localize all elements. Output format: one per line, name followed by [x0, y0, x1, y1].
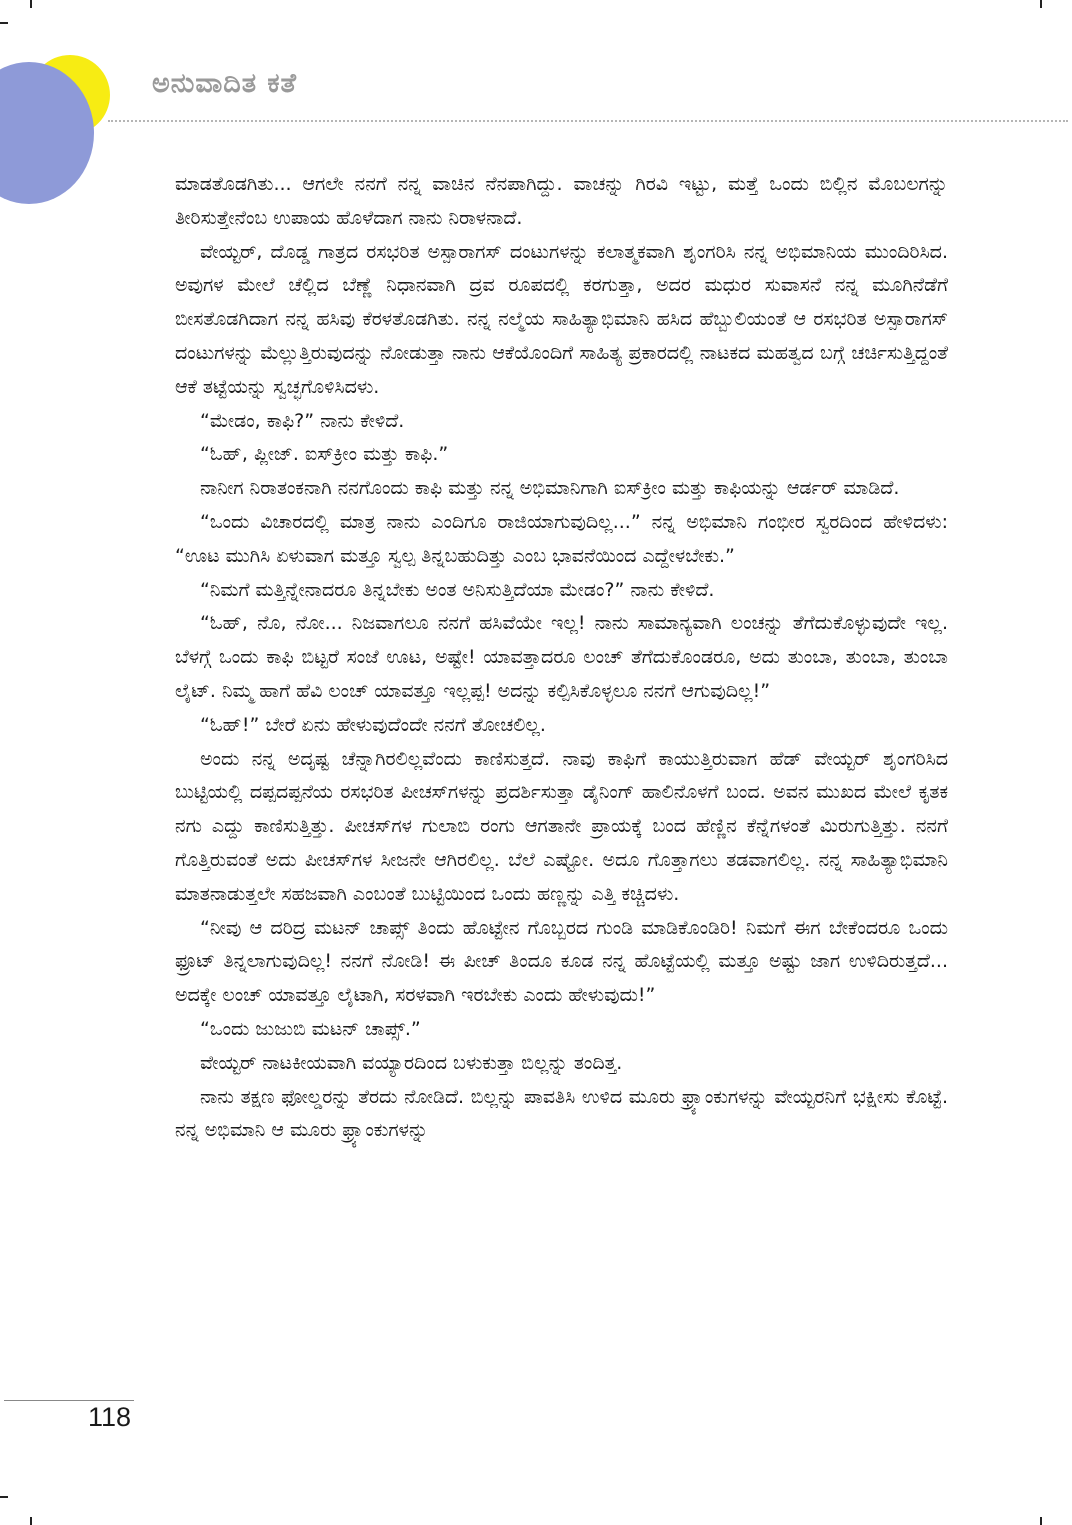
paragraph: ವೇಯ್ಟರ್, ದೊಡ್ಡ ಗಾತ್ರದ ರಸಭರಿತ ಅಸ್ಪಾರಾಗಸ್ ದಂಟುಗಳನ್ನು ಕಲಾತ್ಮಕವಾಗಿ ಶೃಂಗರಿಸಿ ನನ್ನ ಅಭಿಮಾನಿಯ ಮುಂದಿರಿಸಿದ. ಅವುಗಳ ಮೇಲೆ ಚೆಲ್ಲಿದ ಬೆಣ್ಣೆ ನಿಧಾನವಾಗಿ ದ್ರವ ರೂಪದಲ್ಲಿ ಕರಗುತ್ತಾ, ಅದರ ಮಧುರ ಸುವಾಸನೆ ನನ್ನ ಮೂಗಿನೆಡೆಗೆ ಬೀಸತೊಡಗಿದಾಗ ನನ್ನ ಹಸಿವು ಕೆರಳತೊಡಗಿತು. ನನ್ನ ನಲ್ಮೆಯ ಸಾಹಿತ್ಯಾಭಿಮಾನಿ ಹಸಿದ ಹೆಬ್ಬುಲಿಯಂತೆ ಆ ರಸಭರಿತ ಅಸ್ಪಾರಾಗಸ್ ದಂಟುಗಳನ್ನು ಮೆಲ್ಲುತ್ತಿರುವುದನ್ನು ನೋಡುತ್ತಾ ನಾನು ಆಕೆಯೊಂದಿಗೆ ಸಾಹಿತ್ಯ ಪ್ರಕಾರದಲ್ಲಿ ನಾಟಕದ ಮಹತ್ವದ ಬಗ್ಗೆ ಚರ್ಚಿಸುತ್ತಿದ್ದಂತೆ ಆಕೆ ತಟ್ಟೆಯನ್ನು ಸ್ವಚ್ಛಗೊಳಿಸಿದಳು.: [175, 240, 948, 398]
paragraph: ನಾನೀಗ ನಿರಾತಂಕನಾಗಿ ನನಗೊಂದು ಕಾಫಿ ಮತ್ತು ನನ್ನ ಅಭಿಮಾನಿಗಾಗಿ ಐಸ್‌ಕ್ರೀಂ ಮತ್ತು ಕಾಫಿಯನ್ನು ಆರ್ಡರ್ ಮಾಡಿದೆ.: [200, 477, 900, 500]
paragraph: “ನೀವು ಆ ದರಿದ್ರ ಮಟನ್ ಚಾಪ್ಸ್ ತಿಂದು ಹೊಟ್ಟೇನ ಗೊಬ್ಬರದ ಗುಂಡಿ ಮಾಡಿಕೊಂಡಿರಿ! ನಿಮಗೆ ಈಗ ಬೇಕೆಂದರೂ ಒಂದು ಫ್ರೂಟ್ ತಿನ್ನಲಾಗುವುದಿಲ್ಲ! ನನಗೆ ನೋಡಿ! ಈ ಪೀಚ್ ತಿಂದೂ ಕೂಡ ನನ್ನ ಹೊಟ್ಟೆಯಲ್ಲಿ ಮತ್ತೂ ಅಷ್ಟು ಜಾಗ ಉಳಿದಿರುತ್ತದೆ... ಅದಕ್ಕೇ ಲಂಚ್ ಯಾವತ್ತೂ ಲೈಟಾಗಿ, ಸರಳವಾಗಿ ಇರಬೇಕು ಎಂದು ಹೇಳುವುದು!”: [175, 916, 948, 1007]
header-dotted-rule: [108, 120, 1068, 122]
paragraph: “ಓಹ್, ನೊ, ನೋ... ನಿಜವಾಗಲೂ ನನಗೆ ಹಸಿವೆಯೇ ಇಲ್ಲ! ನಾನು ಸಾಮಾನ್ಯವಾಗಿ ಲಂಚನ್ನು ತೆಗೆದುಕೊಳ್ಳುವುದೇ ಇಲ್ಲ. ಬೆಳಗ್ಗೆ ಒಂದು ಕಾಫಿ ಬಿಟ್ಟರೆ ಸಂಜೆ ಊಟ, ಅಷ್ಟೇ! ಯಾವತ್ತಾದರೂ ಲಂಚ್ ತೆಗೆದುಕೊಂಡರೂ, ಅದು ತುಂಬಾ, ತುಂಬಾ, ತುಂಬಾ ಲೈಟ್. ನಿಮ್ಮ ಹಾಗೆ ಹೆವಿ ಲಂಚ್ ಯಾವತ್ತೂ ಇಲ್ಲಪ್ಪ! ಅದನ್ನು ಕಲ್ಪಿಸಿಕೊಳ್ಳಲೂ ನನಗೆ ಆಗುವುದಿಲ್ಲ!”: [175, 612, 948, 702]
crop-mark-left-top: [0, 22, 8, 24]
paragraph: “ಓಹ್!” ಬೇರೆ ಏನು ಹೇಳುವುದೆಂದೇ ನನಗೆ ತೋಚಲಿಲ್ಲ.: [200, 713, 546, 736]
paragraph: ನಾನು ತಕ್ಷಣ ಫೋಲ್ಡರನ್ನು ತೆರದು ನೋಡಿದೆ. ಬಿಲ್ಲನ್ನು ಪಾವತಿಸಿ ಉಳಿದ ಮೂರು ಫ್ರ್ಯಾಂಕುಗಳನ್ನು ವೇಯ್ಟರನಿಗೆ ಭಕ್ಷೀಸು ಕೊಟ್ಟೆ. ನನ್ನ ಅಭಿಮಾನಿ ಆ ಮೂರು ಫ್ರ್ಯಾಂಕುಗಳನ್ನು: [175, 1085, 948, 1142]
section-title: ಅನುವಾದಿತ ಕತೆ: [152, 68, 297, 99]
paragraph: ವೇಯ್ಟರ್ ನಾಟಕೀಯವಾಗಿ ವಯ್ಯಾರದಿಂದ ಬಳುಕುತ್ತಾ ಬಿಲ್ಲನ್ನು ತಂದಿತ್ತ.: [200, 1051, 623, 1074]
paragraph: ಅಂದು ನನ್ನ ಅದೃಷ್ಟ ಚೆನ್ನಾಗಿರಲಿಲ್ಲವೆಂದು ಕಾಣಿಸುತ್ತದೆ. ನಾವು ಕಾಫಿಗೆ ಕಾಯುತ್ತಿರುವಾಗ ಹೆಡ್ ವೇಯ್ಟರ್ ಶೃಂಗರಿಸಿದ ಬುಟ್ಟಿಯಲ್ಲಿ ದಪ್ಪದಪ್ಪನೆಯ ರಸಭರಿತ ಪೀಚಸ್‌ಗಳನ್ನು ಪ್ರದರ್ಶಿಸುತ್ತಾ ಡೈನಿಂಗ್ ಹಾಲಿನೊಳಗೆ ಬಂದ. ಅವನ ಮುಖದ ಮೇಲೆ ಕೃತಕ ನಗು ಎದ್ದು ಕಾಣಿಸುತ್ತಿತ್ತು. ಪೀಚಸ್‌ಗಳ ಗುಲಾಬಿ ರಂಗು ಆಗತಾನೇ ಪ್ರಾಯಕ್ಕೆ ಬಂದ ಹೆಣ್ಣಿನ ಕೆನ್ನೆಗಳಂತೆ ಮಿರುಗುತ್ತಿತ್ತು. ನನಗೆ ಗೊತ್ತಿರುವಂತೆ ಅದು ಪೀಚಸ್‌ಗಳ ಸೀಜನೇ ಆಗಿರಲಿಲ್ಲ. ಬೆಲೆ ಎಷ್ಟೋ. ಅದೂ ಗೊತ್ತಾಗಲು ತಡವಾಗಲಿಲ್ಲ. ನನ್ನ ಸಾಹಿತ್ಯಾಭಿಮಾನಿ ಮಾತನಾಡುತ್ತಲೇ ಸಹಜವಾಗಿ ಎಂಬಂತೆ ಬುಟ್ಟಿಯಿಂದ ಒಂದು ಹಣ್ಣನ್ನು ಎತ್ತಿ ಕಚ್ಚಿದಳು.: [175, 747, 948, 905]
crop-mark-top-right: [1040, 0, 1042, 8]
crop-mark-bottom-right: [1040, 1517, 1042, 1525]
paragraph: “ಒಂದು ಜುಜುಬಿ ಮಟನ್ ಚಾಪ್ಸ್.”: [200, 1017, 421, 1040]
page-number: 118: [88, 1402, 132, 1432]
story-body: [175, 168, 948, 1148]
crop-mark-bottom-left: [30, 1517, 32, 1525]
paragraph: “ನಿಮಗೆ ಮತ್ತಿನ್ನೇನಾದರೂ ತಿನ್ನಬೇಕು ಅಂತ ಅನಿಸುತ್ತಿದೆಯಾ ಮೇಡಂ?” ನಾನು ಕೇಳಿದೆ.: [200, 578, 715, 601]
crop-mark-left-bottom: [0, 1496, 8, 1498]
paragraph: ಮಾಡತೊಡಗಿತು... ಆಗಲೇ ನನಗೆ ನನ್ನ ವಾಚಿನ ನೆನಪಾಗಿದ್ದು. ವಾಚನ್ನು ಗಿರವಿ ಇಟ್ಟು, ಮತ್ತೆ ಒಂದು ಬಿಲ್ಲಿನ ಮೊಬಲಗನ್ನು ತೀರಿಸುತ್ತೇನೆಂಬ ಉಪಾಯ ಹೊಳೆದಾಗ ನಾನು ನಿರಾಳನಾದೆ.: [175, 173, 948, 229]
paragraph: “ಒಂದು ವಿಚಾರದಲ್ಲಿ ಮಾತ್ರ ನಾನು ಎಂದಿಗೂ ರಾಜಿಯಾಗುವುದಿಲ್ಲ...” ನನ್ನ ಅಭಿಮಾನಿ ಗಂಭೀರ ಸ್ವರದಿಂದ ಹೇಳಿದಳು: “ಊಟ ಮುಗಿಸಿ ಏಳುವಾಗ ಮತ್ತೂ ಸ್ವಲ್ಪ ತಿನ್ನಬಹುದಿತ್ತು ಎಂಬ ಭಾವನೆಯಿಂದ ಎದ್ದೇಳಬೇಕು.”: [175, 510, 948, 567]
paragraph: “ಓಹ್, ಪ್ಲೀಜ್. ಐಸ್‌ಕ್ರೀಂ ಮತ್ತು ಕಾಫಿ.”: [200, 443, 449, 466]
footer-rule: [4, 1400, 134, 1401]
paragraph: “ಮೇಡಂ, ಕಾಫಿ?” ನಾನು ಕೇಳಿದೆ.: [200, 409, 405, 432]
crop-mark-top-left: [30, 0, 32, 8]
